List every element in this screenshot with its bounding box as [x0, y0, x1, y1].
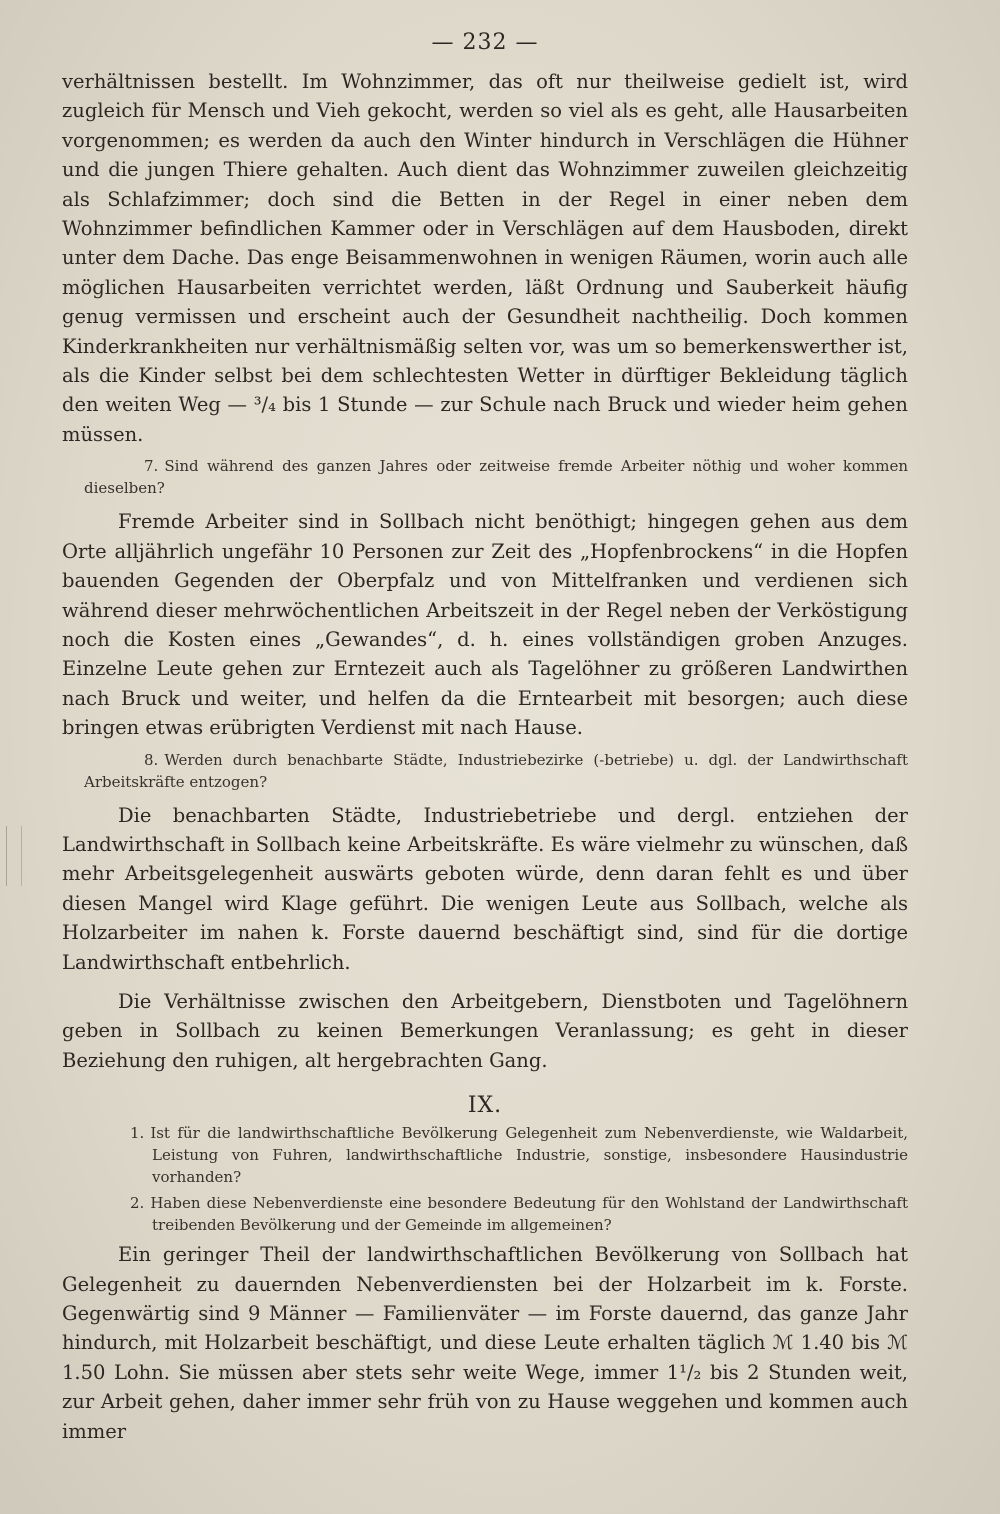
question-text: Werden durch benachbarte Städte, Industriebezirke (-betriebe) u. dgl. der Landwirthschaft Arbeitskräfte entzogen? — [84, 750, 908, 791]
question-number: 8. — [144, 750, 159, 769]
question-text: Ist für die landwirthschaftliche Bevölkerung Gelegenheit zum Nebenverdienste, wie Waldarbeit, Leistung von Fuhren, landwirthschaftliche Industrie, sonstige, insbesondere Hausindustrie vorhanden? — [150, 1124, 908, 1187]
question-7 — [62, 455, 908, 499]
question-number: 7. — [144, 457, 159, 476]
section-heading: IX. — [467, 1093, 503, 1119]
question-number: 1. — [130, 1124, 145, 1143]
page-number: — 232 — — [431, 30, 539, 55]
paragraph-foreign-workers: Fremde Arbeiter sind in Sollbach nicht benöthigt; hingegen gehen aus dem Orte alljährlich ungefähr 10 Personen zur Zeit des „Hopfenbrockens“ in die Hopfen bauenden Gegenden der Oberpfalz und von Mittelfranken und verdienen sich während dieser mehrwöchentlichen Arbeitszeit in der Regel neben der Verköstigung noch die Kosten eines „Gewandes“, d. h. eines vollständigen groben Anzuges. Einzelne Leute gehen zur Erntezeit auch als Tagelöhner zu größeren Landwirthen nach Bruck und weiter, und helfen da die Erntearbeit mit besorgen; auch diese bringen etwas erübrigten Verdienst mit nach Hause. — [62, 510, 908, 740]
paragraph-housing: verhältnissen bestellt. Im Wohnzimmer, das oft nur theilweise gedielt ist, wird zugleich für Mensch und Vieh gekocht, werden so viel als es geht, alle Hausarbeiten vorgenommen; es werden da auch den Winter hindurch in Verschlägen die Hühner und die jungen Thiere gehalten. Auch dient das Wohnzimmer zuweilen gleichzeitig als Schlafzimmer; doch sind die Betten in der Regel in einer neben dem Wohnzimmer befindlichen Kammer oder in Verschlägen auf dem Hausboden, direkt unter dem Dache. Das enge Beisammenwohnen in wenigen Räumen, worin auch alle möglichen Hausarbeiten verrichtet werden, läßt Ordnung und Sauberkeit häufig genug vermissen und erscheint auch der Gesundheit nachtheilig. Doch kommen Kinderkrankheiten nur verhältnismäßig selten vor, was um so bemerkenswerther ist, als die Kinder selbst bei dem schlechtesten Wetter in dürftiger Bekleidung täglich den weiten Weg — ³/₄ bis 1 Stunde — zur Schule nach Bruck und wieder heim gehen müssen. — [62, 70, 908, 446]
section-question-1 — [62, 1122, 908, 1188]
paragraph-side-income: Ein geringer Theil der landwirthschaftlichen Bevölkerung von Sollbach hat Gelegenheit zu dauernden Nebenverdiensten bei der Holzarbeit im k. Forste. Gegenwärtig sind 9 Männer — Familienväter — im Forste dauernd, das ganze Jahr hindurch, mit Holzarbeit beschäftigt, und diese Leute erhalten täglich ℳ 1.40 bis ℳ 1.50 Lohn. Sie müssen aber stets sehr weite Wege, immer 1¹/₂ bis 2 Stunden weit, zur Arbeit gehen, daher immer sehr früh von zu Hause weggehen und kommen auch immer — [62, 1243, 908, 1443]
question-text: Haben diese Nebenverdienste eine besondere Bedeutung für den Wohlstand der Landwirthschaft treibenden Bevölkerung und der Gemeinde im allgemeinen? — [150, 1194, 908, 1235]
paragraph-employer-relations: Die Verhältnisse zwischen den Arbeitgebern, Dienstboten und Tagelöhnern geben in Sollbach zu keinen Bemerkungen Veranlassung; es geht in dieser Beziehung den ruhigen, alt hergebrachten Gang. — [62, 989, 908, 1072]
section-question-2 — [62, 1192, 908, 1236]
margin-pencil-mark — [6, 826, 22, 886]
question-8 — [62, 749, 908, 793]
question-text: Sind während des ganzen Jahres oder zeitweise fremde Arbeiter nöthig und woher kommen dieselben? — [84, 457, 908, 498]
paragraph-labour-drain: Die benachbarten Städte, Industriebetriebe und dergl. entziehen der Landwirthschaft in Sollbach keine Arbeitskräfte. Es wäre vielmehr zu wünschen, daß mehr Arbeitsgelegenheit auswärts geboten würde, denn daran fehlt es und über diesen Mangel wird Klage geführt. Die wenigen Leute aus Sollbach, welche als Holzarbeiter im nahen k. Forste dauernd beschäftigt sind, sind für die dortige Landwirthschaft entbehrlich. — [62, 803, 908, 974]
question-number: 2. — [130, 1194, 145, 1213]
